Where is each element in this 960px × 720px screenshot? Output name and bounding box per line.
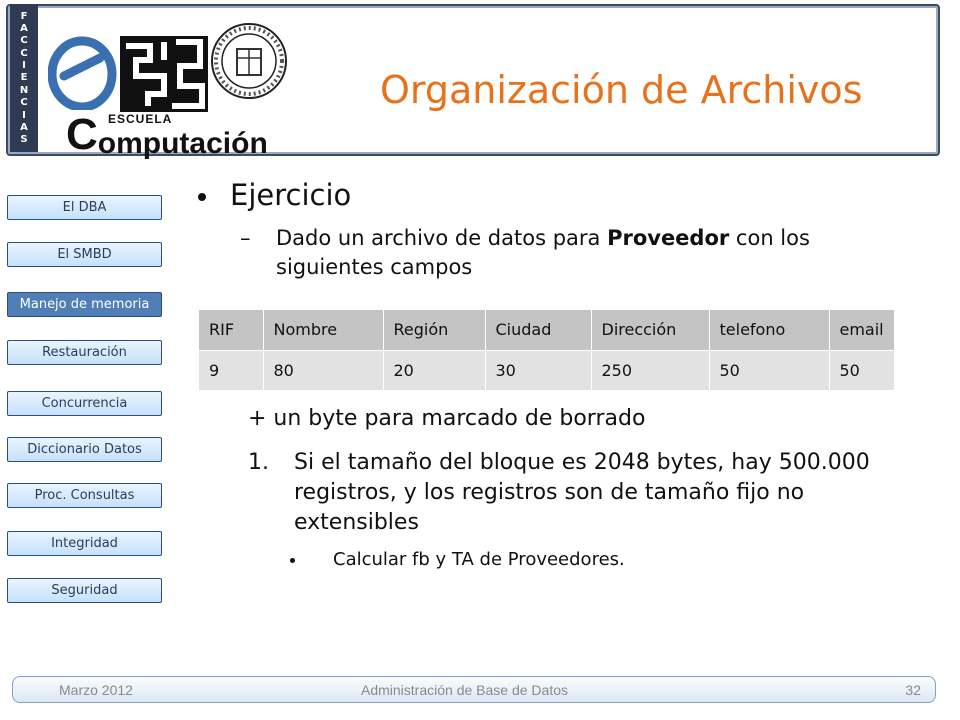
university-seal-icon [210, 22, 288, 100]
table-header-cell: telefono [709, 310, 829, 350]
nav-button-restauracion[interactable]: Restauración [7, 340, 162, 365]
footer-course: Administración de Base de Datos [361, 682, 568, 698]
fields-table [199, 310, 895, 390]
page-title: Organización de Archivos [380, 68, 863, 112]
fac-letter: I [22, 109, 26, 121]
footer-bar [12, 676, 936, 703]
nav-button-integridad[interactable]: Integridad [7, 531, 162, 556]
intro-text [276, 224, 920, 282]
table-row [199, 350, 894, 390]
footer-page-number: 32 [905, 682, 921, 698]
table-header-cell: Ciudad [485, 310, 591, 350]
computacion-rest: omputación [97, 127, 268, 160]
footer-date: Marzo 2012 [59, 682, 133, 698]
fac-letter: C [20, 35, 28, 47]
maze-x-logo-icon [120, 36, 208, 112]
nav-button-diccionario-datos[interactable]: Diccionario Datos [7, 437, 162, 462]
fac-letter: I [22, 60, 26, 72]
nav-button-proc-consultas[interactable]: Proc. Consultas [7, 483, 162, 508]
escuela-label: ESCUELA [108, 112, 173, 126]
fac-letter: A [20, 121, 28, 133]
intro-after: con los siguientes campos [276, 226, 810, 279]
nav-button-el-smbd[interactable]: El SMBD [7, 242, 162, 267]
nav-button-el-dba[interactable]: El DBA [7, 195, 162, 220]
table-header-cell: Nombre [263, 310, 383, 350]
computacion-wordmark [66, 110, 268, 160]
ucv-letter: C [27, 81, 35, 92]
bullet-ejercicio [198, 178, 351, 212]
table-header-cell: RIF [199, 310, 263, 350]
fac-letter: F [20, 10, 28, 22]
computacion-initial: C [66, 110, 98, 159]
fac-letter: C [20, 97, 28, 109]
intro-bold: Proveedor [607, 226, 730, 250]
fac-letter: N [19, 84, 29, 96]
ucv-letter: V [27, 92, 35, 103]
intro-before: Dado un archivo de datos para [276, 226, 608, 250]
fac-letter: E [20, 72, 28, 84]
table-cell: 9 [199, 350, 263, 390]
fac-letter: A [20, 23, 28, 35]
table-cell: 50 [829, 350, 894, 390]
table-header-cell: Dirección [591, 310, 709, 350]
table-cell: 30 [485, 350, 591, 390]
intro-paragraph [240, 224, 920, 282]
item-text: Si el tamaño del bloque es 2048 bytes, hay 500.000 registros, y los registros son de tamaño fijo no extensibles [294, 450, 870, 535]
fac-letter: S [20, 134, 28, 146]
dash-marker: – [240, 226, 251, 250]
table-cell: 80 [263, 350, 383, 390]
table-header-cell: email [829, 310, 894, 350]
sub-bullet [290, 549, 625, 570]
ucv-letter: U [26, 70, 36, 81]
nav-button-manejo-de-memoria[interactable]: Manejo de memoria [7, 292, 162, 317]
sub-bullet-text: Calcular fb y TA de Proveedores. [333, 549, 625, 570]
table-cell: 20 [383, 350, 485, 390]
plus-byte-line: + un byte para marcado de borrado [248, 406, 646, 431]
ucv-letters [26, 70, 36, 103]
table-cell: 50 [709, 350, 829, 390]
item-number: 1. [248, 450, 269, 475]
table-cell: 250 [591, 350, 709, 390]
table-header-cell: Región [383, 310, 485, 350]
fac-letter: C [20, 47, 28, 59]
bullet-text: Ejercicio [230, 178, 352, 212]
table-header-row [199, 310, 894, 350]
sub-bullet-dot-icon [290, 558, 295, 563]
escuela-e-logo-icon [48, 36, 118, 110]
bullet-dot-icon [198, 193, 206, 201]
nav-button-seguridad[interactable]: Seguridad [7, 578, 162, 603]
numbered-item [248, 448, 908, 538]
nav-button-concurrencia[interactable]: Concurrencia [7, 391, 162, 416]
